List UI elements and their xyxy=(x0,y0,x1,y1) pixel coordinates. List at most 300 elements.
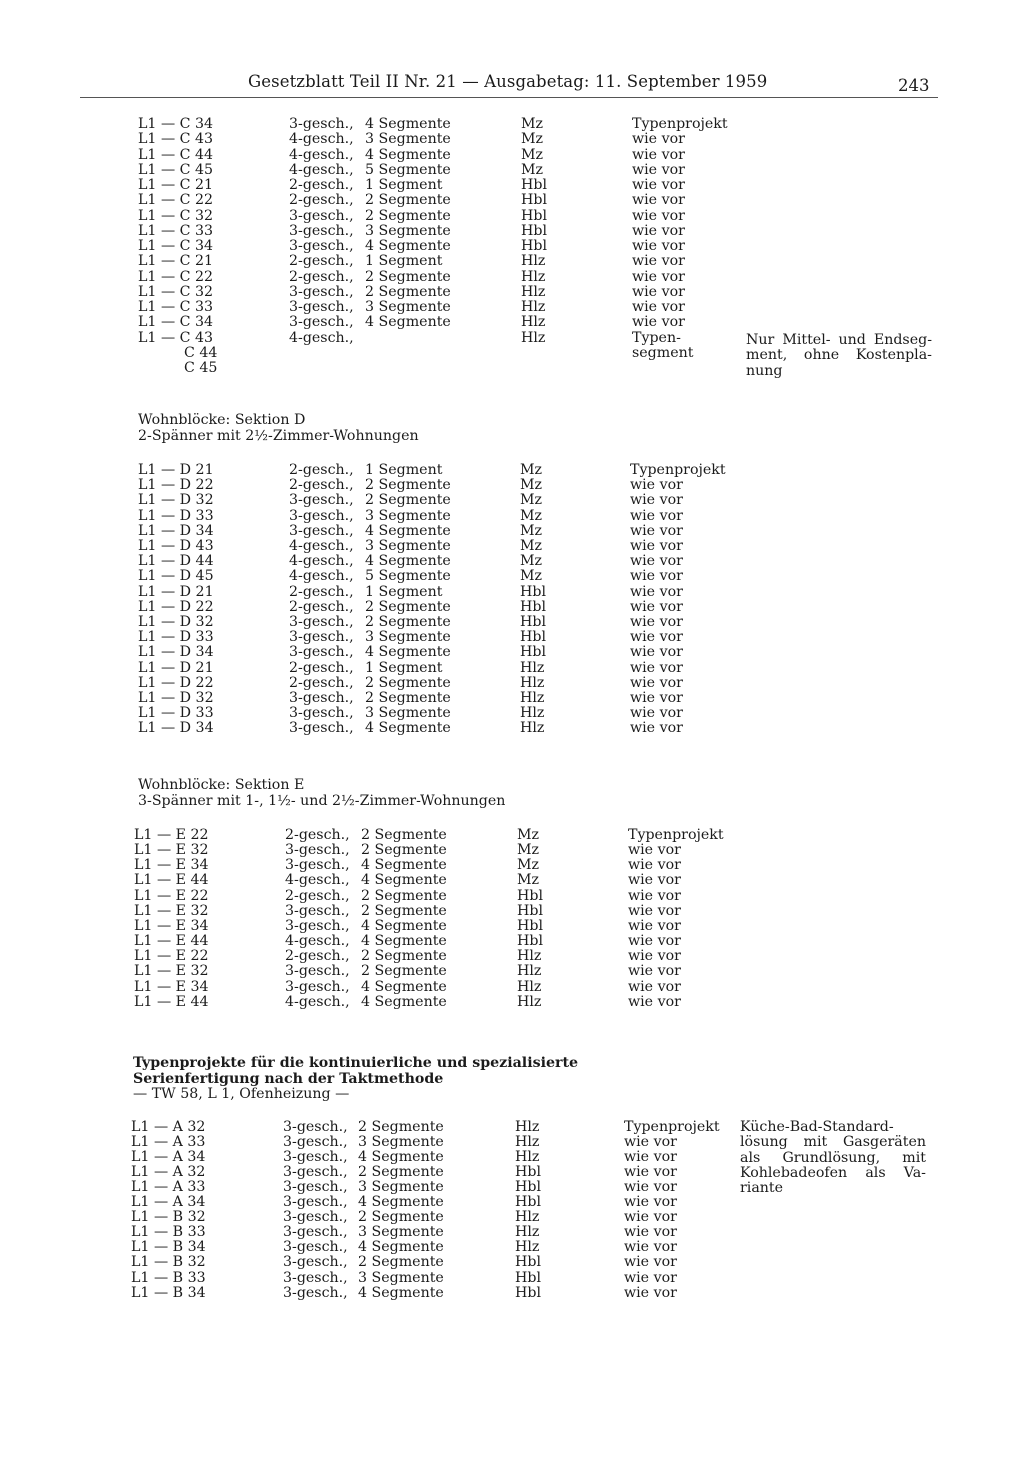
cell-material: Hlz xyxy=(515,1134,540,1151)
cell-storeys: 4-gesch., xyxy=(285,872,350,889)
cell-material: Hbl xyxy=(520,629,546,646)
cell-storeys: 3-gesch., xyxy=(289,720,354,737)
cell-material: Hlz xyxy=(520,705,545,722)
cell-material: Hlz xyxy=(521,253,546,270)
cell-segments: 1 Segment xyxy=(365,659,443,676)
cell-designation: L1 — D 22 xyxy=(138,598,214,615)
cell-remark: Typenprojekt xyxy=(628,827,724,843)
cell-material: Mz xyxy=(521,146,544,163)
cell-storeys: 3-gesch., xyxy=(289,492,354,509)
cell-storeys: 3-gesch., xyxy=(289,644,354,661)
cell-storeys: 4-gesch., xyxy=(285,933,350,950)
side-note-line: lösung mit Gasgeräten xyxy=(740,1134,926,1151)
cell-storeys: 4-gesch., xyxy=(289,568,354,585)
cell-segments: 1 Segment xyxy=(365,177,443,193)
cell-storeys: 3-gesch., xyxy=(285,842,350,859)
cell-material: Hlz xyxy=(517,993,542,1010)
cell-material: Hlz xyxy=(515,1149,540,1166)
cell-remark: wie vor xyxy=(630,538,683,554)
cell-designation: L1 — B 34 xyxy=(131,1239,206,1256)
cell-segments: 5 Segmente xyxy=(365,161,451,178)
cell-designation: L1 — A 33 xyxy=(131,1134,206,1151)
cell-segments: 1 Segment xyxy=(365,253,443,270)
cell-storeys: 3-gesch., xyxy=(285,963,350,980)
cell-remark: wie vor xyxy=(630,598,683,615)
cell-segments: 2 Segmente xyxy=(365,207,451,224)
cell-remark: wie vor xyxy=(632,131,685,148)
cell-designation: L1 — D 32 xyxy=(138,492,214,509)
cell-material: Hbl xyxy=(515,1254,541,1271)
cell-remark: wie vor xyxy=(624,1194,677,1211)
cell-material: Mz xyxy=(520,492,543,509)
cell-designation: L1 — D 33 xyxy=(138,629,214,646)
cell-remark: wie vor xyxy=(630,674,683,691)
cell-designation: L1 — A 33 xyxy=(131,1179,206,1196)
cell-designation: L1 — C 33 xyxy=(138,299,214,315)
cell-storeys: 3-gesch., xyxy=(289,238,354,254)
cell-remark: Typenprojekt xyxy=(630,462,726,478)
cell-segments: 4 Segmente xyxy=(365,522,451,539)
cell-material: Mz xyxy=(521,131,544,148)
cell-segments: 2 Segmente xyxy=(365,598,451,615)
cell-storeys: 3-gesch., xyxy=(285,917,350,934)
cell-storeys: 2-gesch., xyxy=(289,674,354,691)
cell-remark: wie vor xyxy=(630,659,683,676)
cell-segments: 2 Segmente xyxy=(365,477,451,494)
cell-remark: wie vor xyxy=(630,553,683,570)
cell-storeys: 2-gesch., xyxy=(289,268,354,285)
cell-segments: 4 Segmente xyxy=(365,314,451,331)
cell-designation: L1 — E 32 xyxy=(134,963,209,980)
cell-storeys: 3-gesch., xyxy=(289,522,354,539)
cell-storeys: 3-gesch., xyxy=(283,1254,348,1271)
cell-material: Mz xyxy=(520,538,543,554)
section-heading: Serienfertigung nach der Taktmethode xyxy=(133,1070,444,1087)
cell-designation: L1 — C 32 xyxy=(138,207,214,224)
cell-segments: 2 Segmente xyxy=(365,690,451,706)
cell-segments: 2 Segmente xyxy=(361,887,447,904)
section-heading: Wohnblöcke: Sektion E xyxy=(138,777,305,793)
cell-material: Mz xyxy=(520,477,543,494)
cell-material: Hbl xyxy=(521,222,547,239)
cell-designation: L1 — C 21 xyxy=(138,177,214,193)
cell-remark: wie vor xyxy=(630,507,683,524)
cell-storeys: 2-gesch., xyxy=(289,192,354,209)
cell-segments: 3 Segmente xyxy=(358,1179,444,1196)
cell-remark: wie vor xyxy=(624,1239,677,1256)
cell-storeys: 3-gesch., xyxy=(289,207,354,224)
cell-storeys: 3-gesch., xyxy=(289,629,354,646)
cell-segments: 4 Segmente xyxy=(365,116,451,132)
cell-material: Hbl xyxy=(521,177,547,193)
cell-designation: L1 — D 43 xyxy=(138,538,214,554)
cell-remark: wie vor xyxy=(632,314,685,331)
cell-segments: 3 Segmente xyxy=(358,1269,444,1286)
cell-remark: wie vor xyxy=(630,644,683,661)
cell-segments: 3 Segmente xyxy=(365,538,451,554)
cell-storeys: 3-gesch., xyxy=(283,1269,348,1286)
cell-segments: 3 Segmente xyxy=(365,629,451,646)
cell-storeys: 2-gesch., xyxy=(285,948,350,965)
cell-storeys: 4-gesch., xyxy=(289,538,354,554)
cell-segments: 2 Segmente xyxy=(365,283,451,300)
cell-storeys: 2-gesch., xyxy=(289,598,354,615)
cell-material: Hlz xyxy=(517,978,542,995)
cell-storeys: 3-gesch., xyxy=(283,1134,348,1151)
cell-material: Hlz xyxy=(520,674,545,691)
cell-designation: L1 — E 34 xyxy=(134,917,209,934)
cell-designation: L1 — E 22 xyxy=(134,887,209,904)
cell-segments: 4 Segmente xyxy=(365,238,451,254)
cell-designation: L1 — D 32 xyxy=(138,614,214,630)
cell-designation: L1 — D 32 xyxy=(138,690,214,706)
cell-storeys: 2-gesch., xyxy=(289,583,354,600)
section-heading: 2-Spänner mit 2½-Zimmer-Wohnungen xyxy=(138,427,419,444)
cell-storeys: 2-gesch., xyxy=(289,462,354,478)
header-title: Gesetzblatt Teil II Nr. 21 — Ausgabetag: 11. September 1959 xyxy=(248,72,768,91)
cell-segments: 2 Segmente xyxy=(358,1254,444,1271)
cell-storeys: 4-gesch., xyxy=(289,161,354,178)
cell-material: Hlz xyxy=(521,283,546,300)
cell-material: Hlz xyxy=(520,720,545,737)
cell-designation: L1 — D 33 xyxy=(138,507,214,524)
cell-material: Hlz xyxy=(521,329,546,346)
cell-storeys: 2-gesch., xyxy=(289,477,354,494)
cell-remark: wie vor xyxy=(628,948,681,965)
cell-storeys: 4-gesch., xyxy=(289,131,354,148)
cell-segments: 1 Segment xyxy=(365,462,443,478)
cell-remark: wie vor xyxy=(630,492,683,509)
cell-designation: L1 — C 34 xyxy=(138,116,214,132)
cell-remark: wie vor xyxy=(632,207,685,224)
cell-designation: L1 — A 34 xyxy=(131,1149,206,1166)
cell-designation: L1 — E 22 xyxy=(134,827,209,843)
cell-remark: wie vor xyxy=(630,614,683,630)
cell-remark: wie vor xyxy=(632,299,685,315)
cell-designation: L1 — E 34 xyxy=(134,978,209,995)
cell-storeys: 4-gesch., xyxy=(289,553,354,570)
cell-material: Hbl xyxy=(521,192,547,209)
cell-designation: L1 — C 22 xyxy=(138,268,214,285)
cell-designation: L1 — B 33 xyxy=(131,1224,206,1241)
cell-designation: L1 — C 43 xyxy=(138,131,214,148)
cell-material: Mz xyxy=(521,116,544,132)
cell-remark: wie vor xyxy=(630,690,683,706)
cell-material: Hlz xyxy=(520,690,545,706)
cell-remark: wie vor xyxy=(632,268,685,285)
cell-designation: L1 — D 34 xyxy=(138,522,214,539)
cell-material: Hlz xyxy=(521,268,546,285)
cell-material: Mz xyxy=(517,857,540,874)
cell-designation: L1 — D 34 xyxy=(138,720,214,737)
cell-material: Hbl xyxy=(520,614,546,630)
cell-segments: 2 Segmente xyxy=(361,827,447,843)
cell-segments: 2 Segmente xyxy=(358,1209,444,1226)
cell-material: Hbl xyxy=(515,1194,541,1211)
cell-remark: Typenprojekt xyxy=(632,116,728,132)
cell-material: Mz xyxy=(520,568,543,585)
cell-storeys: 3-gesch., xyxy=(283,1209,348,1226)
cell-material: Hlz xyxy=(515,1119,540,1135)
cell-material: Hlz xyxy=(520,659,545,676)
cell-designation: L1 — C 33 xyxy=(138,222,214,239)
cell-storeys: 3-gesch., xyxy=(283,1164,348,1181)
cell-segments: 4 Segmente xyxy=(365,553,451,570)
side-note-line: Nur Mittel- und Endseg- xyxy=(746,332,932,348)
cell-segments: 4 Segmente xyxy=(365,146,451,163)
cell-material: Hbl xyxy=(517,887,543,904)
cell-material: Hbl xyxy=(515,1269,541,1286)
cell-segments: 2 Segmente xyxy=(365,268,451,285)
cell-material: Hlz xyxy=(515,1224,540,1241)
cell-remark: Typen- xyxy=(632,329,681,346)
cell-material: Hlz xyxy=(515,1209,540,1226)
cell-segments: 2 Segmente xyxy=(358,1164,444,1181)
cell-designation: L1 — E 32 xyxy=(134,842,209,859)
cell-designation: L1 — D 44 xyxy=(138,553,214,570)
cell-remark: wie vor xyxy=(624,1134,677,1151)
cell-material: Mz xyxy=(520,553,543,570)
cell-segments: 3 Segmente xyxy=(365,222,451,239)
cell-material: Hbl xyxy=(520,644,546,661)
cell-segments: 4 Segmente xyxy=(365,720,451,737)
cell-material: Hbl xyxy=(520,598,546,615)
cell-material: Mz xyxy=(517,842,540,859)
cell-remark: wie vor xyxy=(624,1179,677,1196)
cell-segments: 4 Segmente xyxy=(361,978,447,995)
cell-designation: L1 — C 44 xyxy=(138,146,214,163)
cell-storeys: 4-gesch., xyxy=(289,329,354,346)
cell-designation: L1 — B 33 xyxy=(131,1269,206,1286)
cell-designation: L1 — C 21 xyxy=(138,253,214,270)
cell-storeys: 3-gesch., xyxy=(289,283,354,300)
cell-storeys: 3-gesch., xyxy=(285,978,350,995)
side-note-line: nung xyxy=(746,362,783,379)
cell-designation: L1 — A 32 xyxy=(131,1119,206,1135)
cell-remark: wie vor xyxy=(628,917,681,934)
cell-segments: 3 Segmente xyxy=(365,131,451,148)
section-heading: Wohnblöcke: Sektion D xyxy=(138,412,306,428)
cell-storeys: 3-gesch., xyxy=(289,614,354,630)
cell-remark: wie vor xyxy=(628,902,681,919)
cell-designation: L1 — C 32 xyxy=(138,283,214,300)
cell-material: Mz xyxy=(517,872,540,889)
cell-designation: L1 — E 32 xyxy=(134,902,209,919)
cell-designation: L1 — B 34 xyxy=(131,1284,206,1301)
cell-storeys: 2-gesch., xyxy=(289,253,354,270)
cell-designation: L1 — A 32 xyxy=(131,1164,206,1181)
cell-material: Hbl xyxy=(520,583,546,600)
cell-segments: 2 Segmente xyxy=(365,192,451,209)
side-note-line: Küche-Bad-Standard- xyxy=(740,1119,894,1135)
section-heading: — TW 58, L 1, Ofenheizung — xyxy=(133,1086,350,1103)
cell-designation: L1 — A 34 xyxy=(131,1194,206,1211)
cell-segments: 2 Segmente xyxy=(365,492,451,509)
cell-designation: C 45 xyxy=(184,360,218,376)
cell-segments: 2 Segmente xyxy=(361,948,447,965)
cell-remark: wie vor xyxy=(632,238,685,254)
cell-storeys: 3-gesch., xyxy=(283,1179,348,1196)
cell-designation: C 44 xyxy=(184,344,218,361)
cell-remark: wie vor xyxy=(628,842,681,859)
cell-storeys: 3-gesch., xyxy=(283,1239,348,1256)
cell-remark: wie vor xyxy=(630,720,683,737)
cell-designation: L1 — B 32 xyxy=(131,1209,206,1226)
cell-designation: L1 — D 34 xyxy=(138,644,214,661)
cell-designation: L1 — E 44 xyxy=(134,872,209,889)
cell-designation: L1 — D 22 xyxy=(138,674,214,691)
cell-designation: L1 — D 22 xyxy=(138,477,214,494)
cell-segments: 4 Segmente xyxy=(361,917,447,934)
cell-remark: wie vor xyxy=(624,1284,677,1301)
cell-segments: 3 Segmente xyxy=(358,1134,444,1151)
cell-remark: wie vor xyxy=(632,177,685,193)
cell-segments: 1 Segment xyxy=(365,583,443,600)
cell-remark: wie vor xyxy=(632,161,685,178)
cell-storeys: 2-gesch., xyxy=(289,659,354,676)
cell-designation: L1 — D 45 xyxy=(138,568,214,585)
cell-remark: wie vor xyxy=(630,583,683,600)
cell-material: Mz xyxy=(520,507,543,524)
cell-material: Mz xyxy=(520,462,543,478)
side-note xyxy=(746,333,932,379)
cell-storeys: 3-gesch., xyxy=(289,690,354,706)
cell-remark: segment xyxy=(632,344,694,361)
cell-designation: L1 — E 22 xyxy=(134,948,209,965)
cell-remark: wie vor xyxy=(628,933,681,950)
section-heading: Typenprojekte für die kontinuierliche und spezialisierte xyxy=(133,1055,579,1071)
cell-material: Hlz xyxy=(521,299,546,315)
cell-material: Hbl xyxy=(515,1179,541,1196)
cell-remark: wie vor xyxy=(630,705,683,722)
cell-segments: 4 Segmente xyxy=(361,872,447,889)
cell-designation: L1 — D 33 xyxy=(138,705,214,722)
cell-storeys: 3-gesch., xyxy=(285,857,350,874)
cell-storeys: 3-gesch., xyxy=(289,299,354,315)
cell-remark: wie vor xyxy=(628,872,681,889)
section-heading: 3-Spänner mit 1-, 1½- und 2½-Zimmer-Wohnungen xyxy=(138,792,506,809)
cell-designation: L1 — C 45 xyxy=(138,161,214,178)
cell-storeys: 3-gesch., xyxy=(283,1224,348,1241)
cell-segments: 4 Segmente xyxy=(358,1239,444,1256)
cell-segments: 2 Segmente xyxy=(365,674,451,691)
cell-segments: 2 Segmente xyxy=(361,902,447,919)
cell-segments: 4 Segmente xyxy=(361,993,447,1010)
page-number: 243 xyxy=(898,76,930,95)
cell-storeys: 3-gesch., xyxy=(289,507,354,524)
cell-storeys: 3-gesch., xyxy=(289,314,354,331)
cell-remark: wie vor xyxy=(632,222,685,239)
cell-material: Hbl xyxy=(515,1284,541,1301)
cell-remark: wie vor xyxy=(628,993,681,1010)
cell-segments: 4 Segmente xyxy=(358,1149,444,1166)
cell-storeys: 2-gesch., xyxy=(289,177,354,193)
cell-storeys: 3-gesch., xyxy=(289,116,354,132)
cell-storeys: 3-gesch., xyxy=(283,1119,348,1135)
cell-material: Hbl xyxy=(517,902,543,919)
cell-storeys: 3-gesch., xyxy=(289,705,354,722)
cell-storeys: 4-gesch., xyxy=(285,993,350,1010)
cell-segments: 2 Segmente xyxy=(358,1119,444,1135)
side-note xyxy=(740,1120,926,1196)
cell-remark: wie vor xyxy=(624,1269,677,1286)
cell-material: Mz xyxy=(517,827,540,843)
cell-remark: wie vor xyxy=(624,1209,677,1226)
cell-designation: L1 — C 34 xyxy=(138,314,214,331)
cell-remark: wie vor xyxy=(632,192,685,209)
side-note-line: Kohlebadeofen als Va- xyxy=(740,1164,926,1181)
cell-segments: 2 Segmente xyxy=(365,614,451,630)
cell-remark: Typenprojekt xyxy=(624,1119,720,1135)
cell-material: Hlz xyxy=(521,314,546,331)
cell-material: Hlz xyxy=(517,963,542,980)
cell-designation: L1 — D 21 xyxy=(138,583,214,600)
cell-designation: L1 — C 43 xyxy=(138,329,214,346)
cell-storeys: 3-gesch., xyxy=(283,1284,348,1301)
cell-remark: wie vor xyxy=(628,978,681,995)
cell-segments: 2 Segmente xyxy=(361,842,447,859)
cell-designation: L1 — C 34 xyxy=(138,238,214,254)
cell-remark: wie vor xyxy=(628,857,681,874)
cell-segments: 4 Segmente xyxy=(361,933,447,950)
cell-designation: L1 — E 44 xyxy=(134,993,209,1010)
cell-designation: L1 — D 21 xyxy=(138,659,214,676)
cell-designation: L1 — E 44 xyxy=(134,933,209,950)
cell-remark: wie vor xyxy=(632,253,685,270)
cell-remark: wie vor xyxy=(630,568,683,585)
cell-remark: wie vor xyxy=(630,522,683,539)
cell-remark: wie vor xyxy=(630,477,683,494)
cell-material: Hbl xyxy=(521,207,547,224)
cell-material: Hbl xyxy=(515,1164,541,1181)
cell-segments: 5 Segmente xyxy=(365,568,451,585)
cell-remark: wie vor xyxy=(624,1164,677,1181)
cell-storeys: 2-gesch., xyxy=(285,827,350,843)
cell-segments: 4 Segmente xyxy=(358,1284,444,1301)
cell-designation: L1 — E 34 xyxy=(134,857,209,874)
cell-material: Hlz xyxy=(515,1239,540,1256)
cell-remark: wie vor xyxy=(628,963,681,980)
cell-designation: L1 — B 32 xyxy=(131,1254,206,1271)
cell-material: Hbl xyxy=(517,917,543,934)
cell-segments: 2 Segmente xyxy=(361,963,447,980)
cell-storeys: 3-gesch., xyxy=(283,1149,348,1166)
cell-storeys: 3-gesch., xyxy=(285,902,350,919)
cell-remark: wie vor xyxy=(628,887,681,904)
side-note-line: als Grundlösung, mit xyxy=(740,1149,926,1166)
cell-remark: wie vor xyxy=(632,283,685,300)
cell-segments: 3 Segmente xyxy=(358,1224,444,1241)
cell-remark: wie vor xyxy=(624,1224,677,1241)
cell-segments: 3 Segmente xyxy=(365,507,451,524)
cell-material: Mz xyxy=(521,161,544,178)
cell-material: Hbl xyxy=(521,238,547,254)
cell-designation: L1 — C 22 xyxy=(138,192,214,209)
cell-remark: wie vor xyxy=(624,1149,677,1166)
header-rule xyxy=(80,97,938,98)
cell-remark: wie vor xyxy=(630,629,683,646)
cell-material: Hbl xyxy=(517,933,543,950)
cell-segments: 3 Segmente xyxy=(365,299,451,315)
cell-storeys: 4-gesch., xyxy=(289,146,354,163)
cell-storeys: 3-gesch., xyxy=(283,1194,348,1211)
cell-remark: wie vor xyxy=(624,1254,677,1271)
cell-remark: wie vor xyxy=(632,146,685,163)
side-note-line: riante xyxy=(740,1180,784,1197)
cell-storeys: 2-gesch., xyxy=(285,887,350,904)
side-note-line: ment, ohne Kostenpla- xyxy=(746,347,932,364)
cell-designation: L1 — D 21 xyxy=(138,462,214,478)
